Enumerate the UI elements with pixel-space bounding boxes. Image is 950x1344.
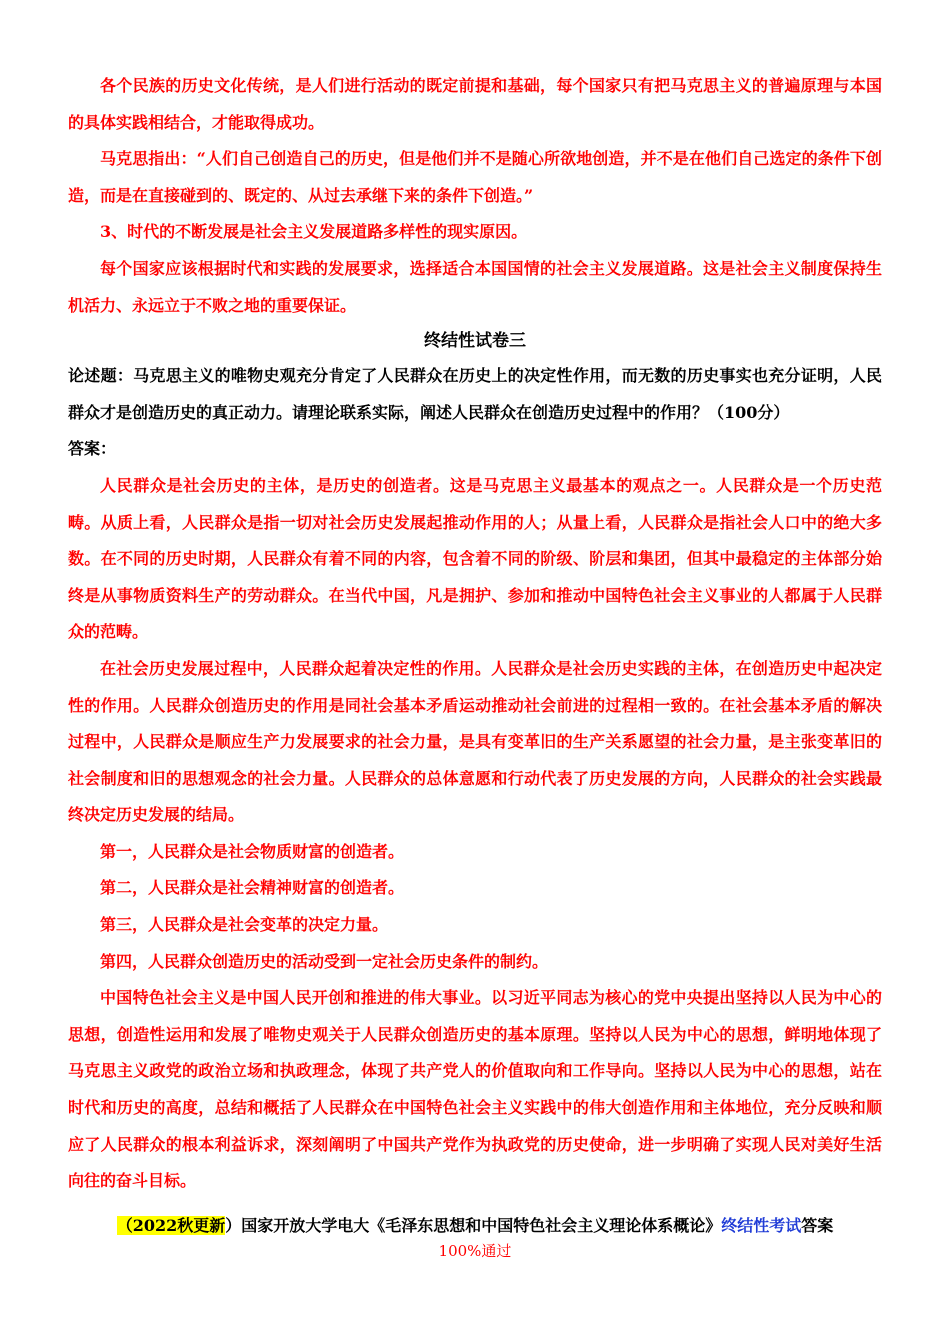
question-text: 论述题：马克思主义的唯物史观充分肯定了人民群众在历史上的决定性作用，而无数的历史事实也充分证明，人民群众才是创造历史的真正动力。请理论联系实际，阐述人民群众在创造历史过程中的作用？（100分） <box>68 366 882 422</box>
paragraph: 3、时代的不断发展是社会主义发展道路多样性的现实原因。 <box>100 222 528 242</box>
answer-paragraph: 中国特色社会主义是中国人民开创和推进的伟大事业。以习近平同志为核心的党中央提出坚持以人民为中心的思想，创造性运用和发展了唯物史观关于人民群众创造历史的基本原理。坚持以人民为中心的思想，鲜明地体现了马克思主义政党的政治立场和执政理念，体现了共产党人的价值取向和工作导向。坚持以人民为中心的思想，站在时代和历史的高度，总结和概括了人民群众在中国特色社会主义实践中的伟大创造作用和主体地位，充分反映和顺应了人民群众的根本利益诉求，深刻阐明了中国共产党作为执政党的历史使命，进一步明确了实现人民对美好生活向往的奋斗目标。 <box>68 988 882 1191</box>
answer-point: 第四，人民群众创造历史的活动受到一定社会历史条件的制约。 <box>100 951 549 971</box>
answer-paragraph: 人民群众是社会历史的主体，是历史的创造者。这是马克思主义最基本的观点之一。人民群众是一个历史范畴。从质上看，人民群众是指一切对社会历史发展起推动作用的人；从量上看，人民群众是指社会人口中的绝大多数。在不同的历史时期，人民群众有着不同的内容，包含着不同的阶级、阶层和集团，但其中最稳定的主体部分始终是从事物质资料生产的劳动群众。在当代中国，凡是拥护、参加和推动中国特色社会主义事业的人都属于人民群众的范畴。 <box>68 475 882 642</box>
footer <box>0 1213 950 1263</box>
footer-blue-text: 终结性考试 <box>721 1216 802 1235</box>
answer-point: 第一，人民群众是社会物质财富的创造者。 <box>100 841 405 861</box>
answer-point: 第三，人民群众是社会变革的决定力量。 <box>100 915 389 935</box>
footer-pass: 100%通过 <box>438 1242 512 1260</box>
document-page <box>68 68 882 1200</box>
paragraph: 马克思指出：“人们自己创造自己的历史，但是他们并不是随心所欲地创造，并不是在他们自己选定的条件下创造，而是在直接碰到的、既定的、从过去承继下来的条件下创造。” <box>68 149 882 205</box>
exam-title: 终结性试卷三 <box>424 331 526 352</box>
paragraph: 每个国家应该根据时代和实践的发展要求，选择适合本国国情的社会主义发展道路。这是社会主义制度保持生机活力、永远立于不败之地的重要保证。 <box>68 258 882 315</box>
footer-highlight: （2022秋更新 <box>116 1216 226 1235</box>
footer-line <box>0 1213 950 1239</box>
answer-paragraph: 在社会历史发展过程中，人民群众起着决定性的作用。人民群众是社会历史实践的主体，在创造历史中起决定性的作用。人民群众创造历史的作用是同社会基本矛盾运动推动社会前进的过程相一致的。在社会基本矛盾的解决过程中，人民群众是顺应生产力发展要求的社会力量，是具有变革旧的生产关系愿望的社会力量，是主张变革旧的社会制度和旧的思想观念的社会力量。人民群众的总体意愿和行动代表了历史发展的方向，人民群众的社会实践最终决定历史发展的结局。 <box>68 658 882 825</box>
answer-label: 答案： <box>68 439 117 459</box>
footer-tail: 答案 <box>801 1216 834 1235</box>
paragraph: 各个民族的历史文化传统，是人们进行活动的既定前提和基础，每个国家只有把马克思主义的普遍原理与本国的具体实践相结合，才能取得成功。 <box>68 76 882 132</box>
footer-main: ）国家开放大学电大《毛泽东思想和中国特色社会主义理论体系概论》 <box>225 1216 722 1235</box>
answer-point: 第二，人民群众是社会精神财富的创造者。 <box>100 878 405 898</box>
